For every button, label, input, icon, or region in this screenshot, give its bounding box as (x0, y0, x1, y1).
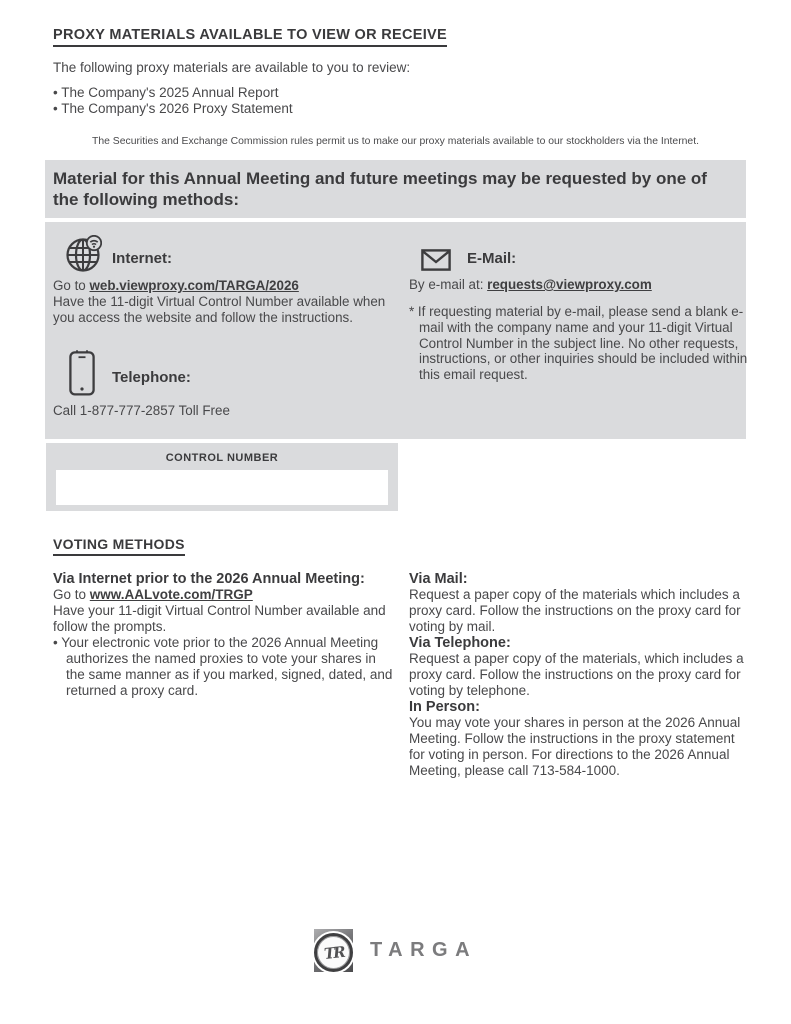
via-internet-bullet-text: • Your electronic vote prior to the 2026 Annual Meeting authorizes the named proxies to vote your shares in the same manner as if you marked, signed, dated, and returned a proxy card. (53, 635, 395, 699)
smartphone-icon (69, 349, 95, 396)
targa-logo (314, 929, 353, 972)
control-number-label: CONTROL NUMBER (165, 452, 279, 464)
internet-heading: Internet: (112, 250, 172, 267)
go-to-label: Go to (53, 587, 90, 602)
via-telephone-heading: Via Telephone: (409, 635, 511, 651)
control-number-input[interactable] (56, 470, 388, 505)
via-internet-heading: Via Internet prior to the 2026 Annual Meeting: (53, 571, 365, 587)
internet-instructions (53, 278, 393, 325)
email-heading: E-Mail: (467, 250, 517, 267)
aalvote-link[interactable]: www.AALvote.com/TRGP (89, 587, 253, 602)
via-telephone-body-text: Request a paper copy of the materials, which includes a proxy card. Follow the instructions on the proxy card for voting by telephone. (409, 651, 744, 698)
in-person-heading: In Person: (409, 699, 480, 715)
targa-wordmark: TARGA (369, 939, 478, 961)
voting-other-column (409, 571, 747, 779)
page-title: PROXY MATERIALS AVAILABLE TO VIEW OR RECEIVE (53, 27, 447, 47)
internet-body-text: Have the 11-digit Virtual Control Number available when you access the website and follow the instructions. (53, 293, 386, 325)
via-mail-body-text: Request a paper copy of the materials which includes a proxy card. Follow the instructions on the proxy card for voting by mail. (409, 587, 741, 634)
globe-wifi-icon (64, 235, 102, 273)
via-mail-heading: Via Mail: (409, 571, 468, 587)
email-address-link[interactable]: requests@viewproxy.com (487, 277, 652, 292)
voting-internet-column (53, 571, 395, 699)
email-note-text: * If requesting material by e-mail, please send a blank e-mail with the company name and your 11-digit Virtual Control Number in the subject line. No other requests, instructions, or other inquiries should be included within this email request. (409, 304, 748, 383)
via-internet-body-text: Have your 11-digit Virtual Control Number available and follow the prompts. (53, 603, 386, 634)
envelope-icon (421, 249, 451, 271)
logo-monogram: TR (322, 942, 345, 963)
telephone-body-text: Call 1-877-777-2857 Toll Free (53, 403, 230, 418)
list-item: • The Company's 2026 Proxy Statement (53, 101, 293, 117)
list-item: • The Company's 2025 Annual Report (53, 85, 293, 101)
footer (0, 929, 791, 972)
materials-list (53, 85, 293, 117)
go-to-label: Go to (53, 278, 90, 293)
request-banner: Material for this Annual Meeting and future meetings may be requested by one of the following methods: (45, 160, 746, 218)
telephone-heading: Telephone: (112, 369, 191, 386)
via-internet-link-line (53, 587, 395, 603)
sec-rules-note: The Securities and Exchange Commission rules permit us to make our proxy materials available to our stockholders via the Internet. (92, 136, 699, 147)
request-methods-box (45, 222, 746, 439)
control-number-box (46, 443, 398, 511)
email-prefix-label: By e-mail at: (409, 277, 488, 292)
email-address-line (409, 277, 652, 293)
viewproxy-link[interactable]: web.viewproxy.com/TARGA/2026 (89, 278, 299, 293)
intro-text: The following proxy materials are available to you to review: (53, 60, 411, 75)
logo-circle (314, 933, 353, 972)
in-person-body-text: You may vote your shares in person at the 2026 Annual Meeting. Follow the instructions in the proxy statement for voting in person. For directions to the 2026 Annual Meeting, please call 713-584-1000. (409, 715, 741, 778)
voting-methods-title: VOTING METHODS (53, 536, 185, 556)
